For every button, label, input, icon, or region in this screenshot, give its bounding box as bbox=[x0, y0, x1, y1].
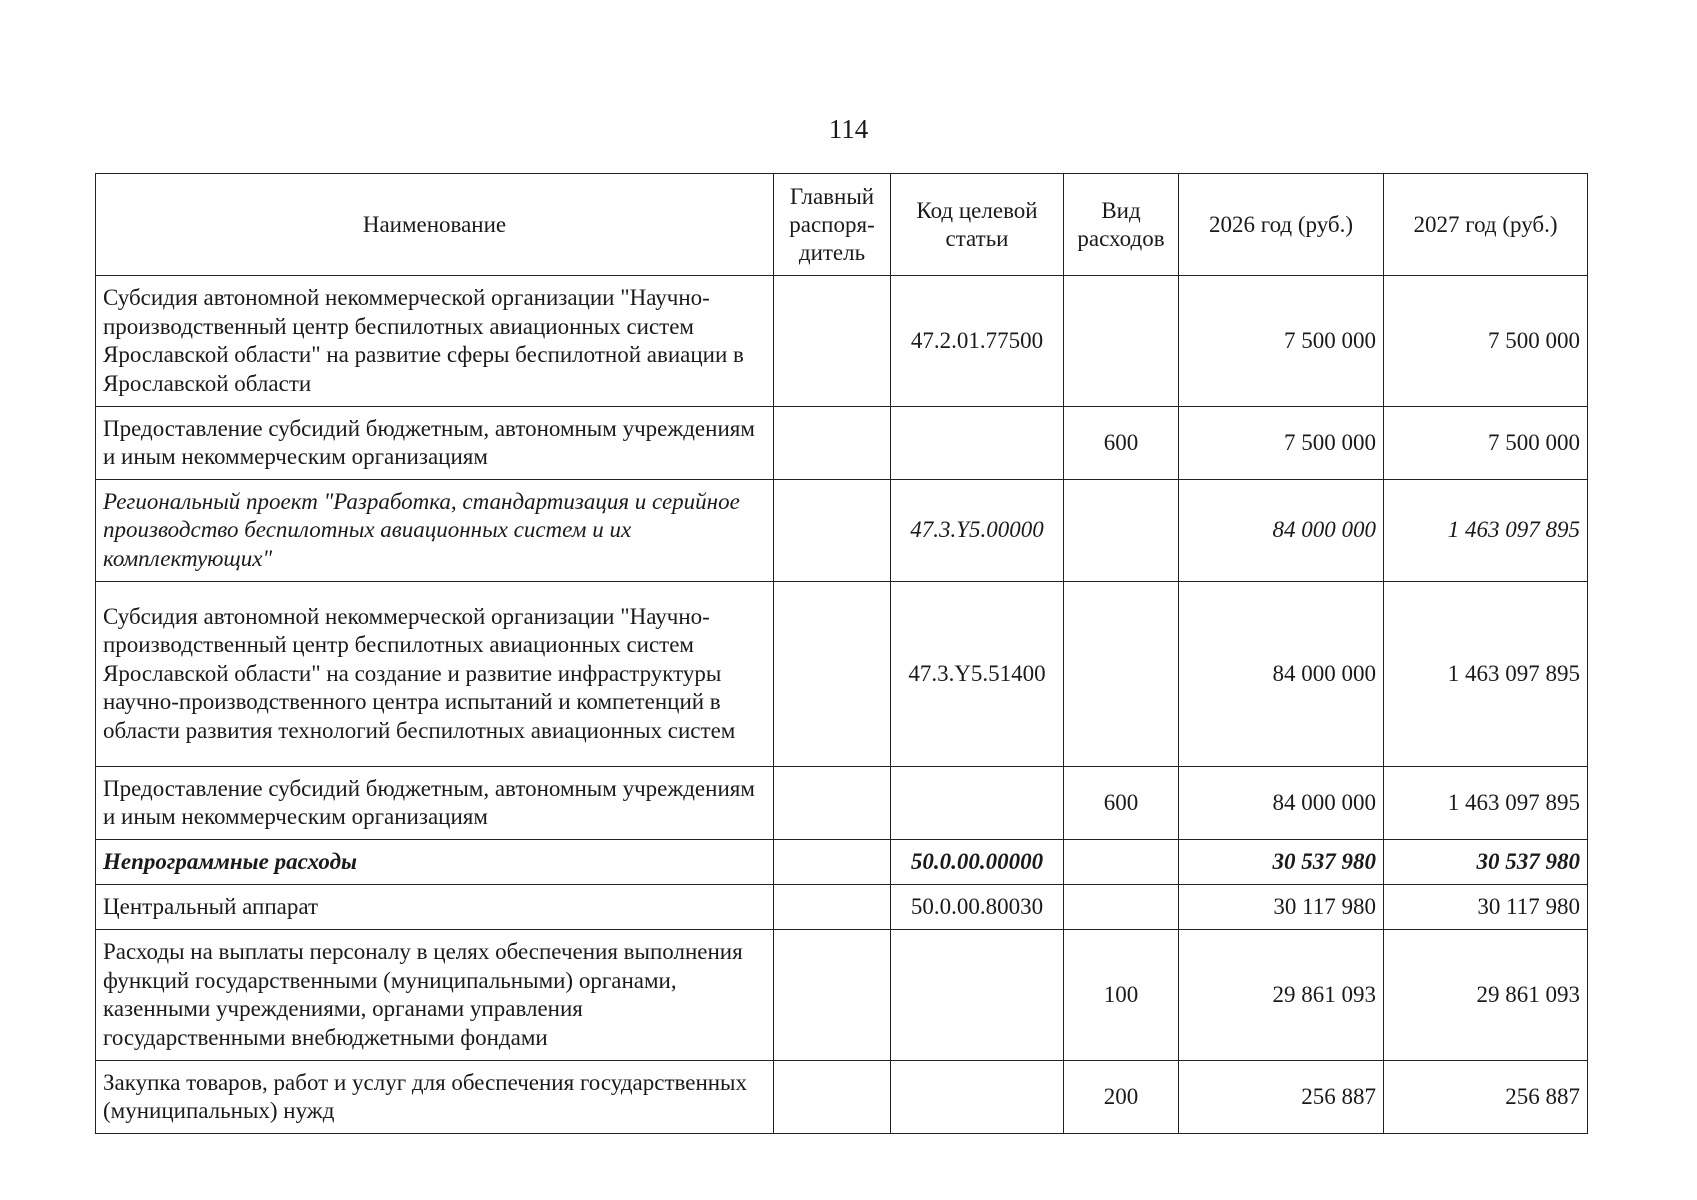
row-code bbox=[891, 407, 1064, 480]
row-name: Предоставление субсидий бюджетным, автономным учреждениям и иным некоммерческим организациям bbox=[96, 407, 774, 480]
row-code: 47.3.Y5.00000 bbox=[891, 480, 1064, 582]
row-admin bbox=[774, 885, 891, 930]
row-name: Региональный проект "Разработка, стандартизация и серийное производство беспилотных авиационных систем и их комплектующих" bbox=[96, 480, 774, 582]
row-y2027: 29 861 093 bbox=[1384, 930, 1588, 1061]
table-row bbox=[96, 276, 1588, 407]
header-y2026: 2026 год (руб.) bbox=[1179, 174, 1384, 276]
row-admin bbox=[774, 840, 891, 885]
row-y2027: 256 887 bbox=[1384, 1061, 1588, 1134]
table-row bbox=[96, 582, 1588, 767]
row-y2027: 30 117 980 bbox=[1384, 885, 1588, 930]
table-row bbox=[96, 767, 1588, 840]
table-row bbox=[96, 480, 1588, 582]
table-row bbox=[96, 1061, 1588, 1134]
row-kind: 600 bbox=[1064, 407, 1179, 480]
header-kind: Вид расходов bbox=[1064, 174, 1179, 276]
row-code: 47.3.Y5.51400 bbox=[891, 582, 1064, 767]
row-y2026: 30 117 980 bbox=[1179, 885, 1384, 930]
row-name: Субсидия автономной некоммерческой организации "Научно-производственный центр беспилотных авиационных систем Ярославской области" на создание и развитие инфраструктуры научно-производственного центра испытаний и компетенций в области развития технологий беспилотных авиационных систем bbox=[96, 582, 774, 767]
table-row bbox=[96, 840, 1588, 885]
header-admin: Главный распоря-дитель bbox=[774, 174, 891, 276]
row-kind bbox=[1064, 480, 1179, 582]
row-y2026: 7 500 000 bbox=[1179, 407, 1384, 480]
row-y2026: 30 537 980 bbox=[1179, 840, 1384, 885]
row-kind bbox=[1064, 885, 1179, 930]
row-code: 47.2.01.77500 bbox=[891, 276, 1064, 407]
row-admin bbox=[774, 582, 891, 767]
row-kind bbox=[1064, 276, 1179, 407]
row-admin bbox=[774, 480, 891, 582]
row-admin bbox=[774, 930, 891, 1061]
row-code: 50.0.00.80030 bbox=[891, 885, 1064, 930]
row-kind: 100 bbox=[1064, 930, 1179, 1061]
row-name: Непрограммные расходы bbox=[96, 840, 774, 885]
row-y2027: 7 500 000 bbox=[1384, 276, 1588, 407]
row-y2027: 1 463 097 895 bbox=[1384, 582, 1588, 767]
row-kind bbox=[1064, 840, 1179, 885]
table-row bbox=[96, 407, 1588, 480]
row-admin bbox=[774, 276, 891, 407]
row-y2026: 256 887 bbox=[1179, 1061, 1384, 1134]
row-name: Субсидия автономной некоммерческой организации "Научно-производственный центр беспилотных авиационных систем Ярославской области" на развитие сферы беспилотной авиации в Ярославской области bbox=[96, 276, 774, 407]
header-name: Наименование bbox=[96, 174, 774, 276]
row-admin bbox=[774, 407, 891, 480]
header-code: Код целевой статьи bbox=[891, 174, 1064, 276]
table-row bbox=[96, 885, 1588, 930]
row-kind: 600 bbox=[1064, 767, 1179, 840]
table-row bbox=[96, 930, 1588, 1061]
page-number: 114 bbox=[828, 114, 869, 144]
row-name: Закупка товаров, работ и услуг для обеспечения государственных (муниципальных) нужд bbox=[96, 1061, 774, 1134]
row-name: Центральный аппарат bbox=[96, 885, 774, 930]
row-kind bbox=[1064, 582, 1179, 767]
row-y2027: 1 463 097 895 bbox=[1384, 767, 1588, 840]
row-y2026: 84 000 000 bbox=[1179, 480, 1384, 582]
row-y2027: 7 500 000 bbox=[1384, 407, 1588, 480]
row-code bbox=[891, 767, 1064, 840]
row-y2026: 29 861 093 bbox=[1179, 930, 1384, 1061]
row-y2026: 84 000 000 bbox=[1179, 582, 1384, 767]
row-admin bbox=[774, 767, 891, 840]
row-y2026: 84 000 000 bbox=[1179, 767, 1384, 840]
row-kind: 200 bbox=[1064, 1061, 1179, 1134]
row-name: Расходы на выплаты персоналу в целях обеспечения выполнения функций государственными (муниципальными) органами, казенными учреждениями, органами управления государственными внебюджетными фондами bbox=[96, 930, 774, 1061]
header-y2027: 2027 год (руб.) bbox=[1384, 174, 1588, 276]
row-name: Предоставление субсидий бюджетным, автономным учреждениям и иным некоммерческим организациям bbox=[96, 767, 774, 840]
row-y2027: 1 463 097 895 bbox=[1384, 480, 1588, 582]
row-code bbox=[891, 930, 1064, 1061]
row-y2026: 7 500 000 bbox=[1179, 276, 1384, 407]
row-admin bbox=[774, 1061, 891, 1134]
budget-table bbox=[95, 173, 1588, 1134]
row-y2027: 30 537 980 bbox=[1384, 840, 1588, 885]
row-code bbox=[891, 1061, 1064, 1134]
table-header-row bbox=[96, 174, 1588, 276]
row-code: 50.0.00.00000 bbox=[891, 840, 1064, 885]
